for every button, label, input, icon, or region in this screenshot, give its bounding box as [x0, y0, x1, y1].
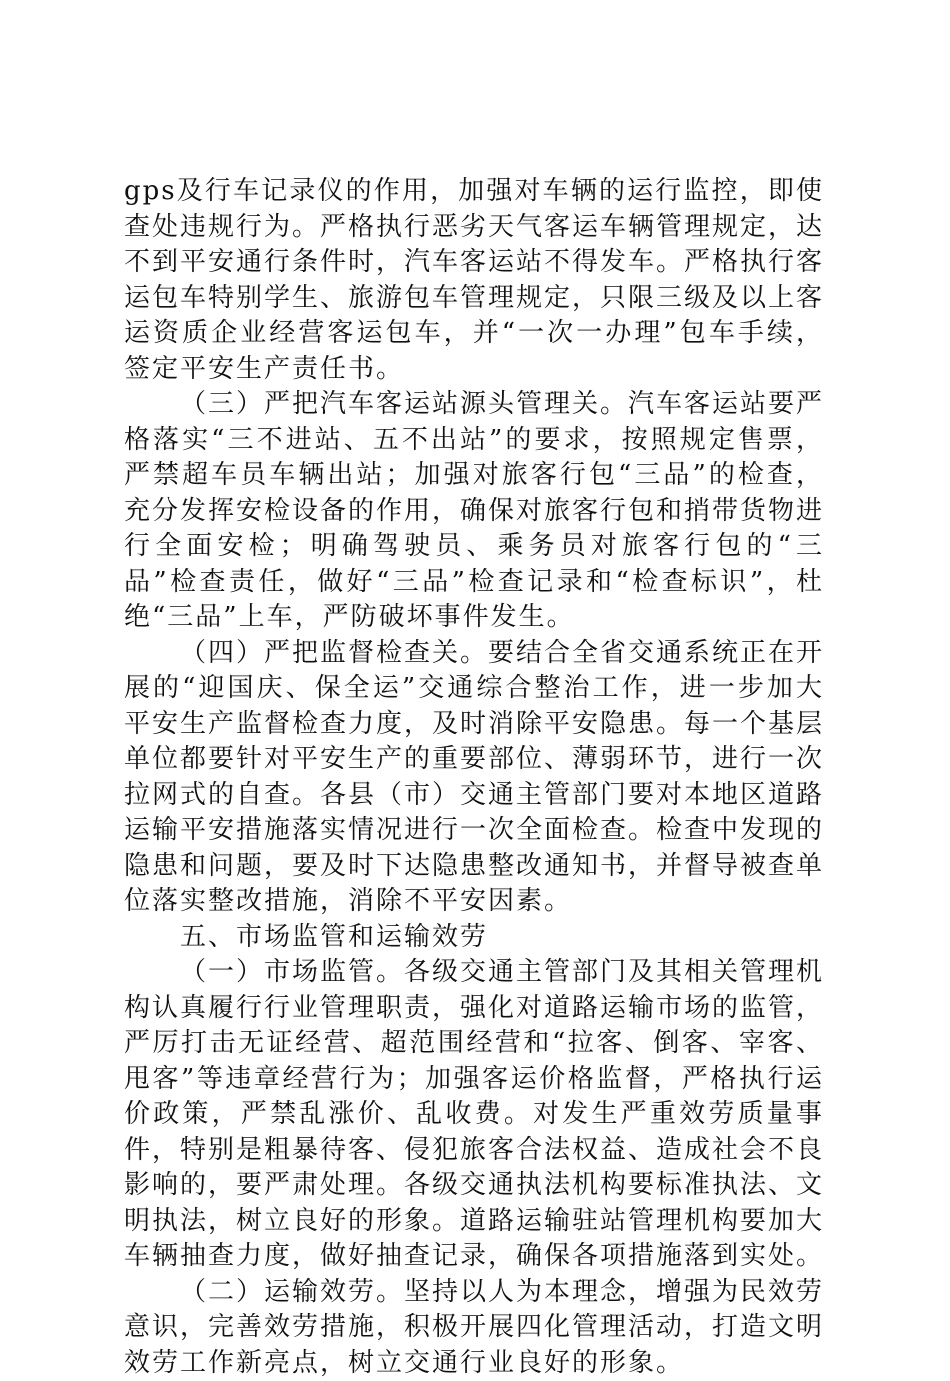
paragraph-continuation: gps及行车记录仪的作用，加强对车辆的运行监控，即使查处违规行为。严格执行恶劣天气客运车辆管理规定，达不到平安通行条件时，汽车客运站不得发车。严格执行客运包车特别学生、旅游包车管理规定，只限三级及以上客运资质企业经营客运包车，并“一次一办理”包车手续，签定平安生产责任书。: [124, 174, 824, 387]
paragraph-market-supervision: （一）市场监管。各级交通主管部门及其相关管理机构认真履行行业管理职责，强化对道路运输市场的监管，严厉打击无证经营、超范围经营和“拉客、倒客、宰客、甩客”等违章经营行为；加强客运价格监督，严格执行运价政策，严禁乱涨价、乱收费。对发生严重效劳质量事件，特别是粗暴待客、侵犯旅客合法权益、造成社会不良影响的，要严肃处理。各级交通执法机构要标准执法、文明执法，树立良好的形象。道路运输驻站管理机构要加大车辆抽查力度，做好抽查记录，确保各项措施落到实处。: [124, 955, 824, 1275]
paragraph-station-management: （三）严把汽车客运站源头管理关。汽车客运站要严格落实“三不进站、五不出站”的要求，按照规定售票，严禁超车员车辆出站；加强对旅客行包“三品”的检查，充分发挥安检设备的作用，确保对旅客行包和捎带货物进行全面安检；明确驾驶员、乘务员对旅客行包的“三品”检查责任，做好“三品”检查记录和“检查标识”，杜绝“三品”上车，严防破坏事件发生。: [124, 387, 824, 636]
document-body: [124, 174, 824, 1381]
paragraph-supervision-inspection: （四）严把监督检查关。要结合全省交通系统正在开展的“迎国庆、保全运”交通综合整治工作，进一步加大平安生产监督检查力度，及时消除平安隐患。每一个基层单位都要针对平安生产的重要部位、薄弱环节，进行一次拉网式的自查。各县（市）交通主管部门要对本地区道路运输平安措施落实情况进行一次全面检查。检查中发现的隐患和问题，要及时下达隐患整改通知书，并督导被查单位落实整改措施，消除不平安因素。: [124, 636, 824, 920]
section-heading-market-supervision: 五、市场监管和运输效劳: [124, 920, 824, 956]
paragraph-transport-service: （二）运输效劳。坚持以人为本理念，增强为民效劳意识，完善效劳措施，积极开展四化管理活动，打造文明效劳工作新亮点，树立交通行业良好的形象。: [124, 1275, 824, 1381]
